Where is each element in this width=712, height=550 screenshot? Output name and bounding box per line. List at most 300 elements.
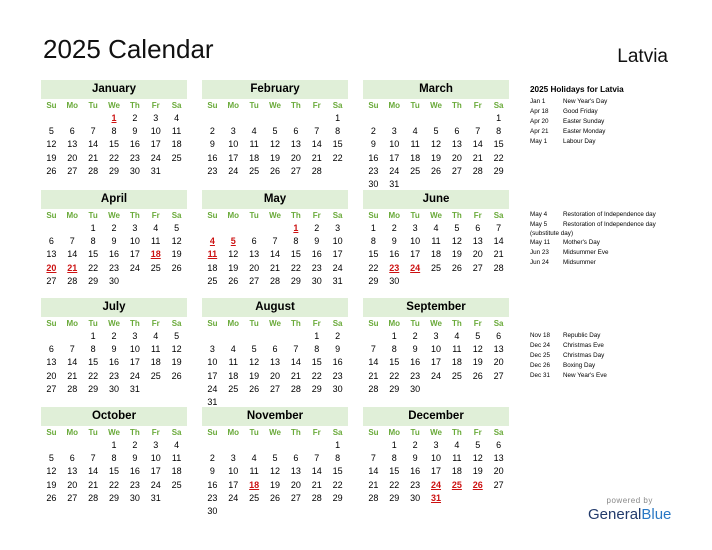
holiday-date: 26 [472, 479, 483, 490]
day-cell: 27 [290, 492, 301, 503]
day-cell: 2 [412, 331, 418, 341]
day-cell: 18 [171, 466, 182, 477]
day-cell: 10 [228, 139, 239, 150]
day-cell: 22 [88, 370, 99, 381]
month-header: April [41, 190, 187, 209]
month-december [363, 407, 509, 505]
holiday-name: Restoration of Independence day [563, 211, 656, 218]
weekday-label: Mo [388, 101, 401, 110]
day-cell: 21 [493, 249, 504, 260]
day-cell: 28 [368, 492, 379, 503]
day-cell: 30 [389, 275, 400, 286]
day-cell: 12 [270, 139, 281, 150]
day-cell [446, 112, 467, 125]
weekday-label: Th [451, 428, 462, 437]
day-cell: 2 [209, 126, 215, 137]
day-cell: 27 [67, 165, 78, 176]
day-cell: 26 [46, 492, 57, 503]
day-cell [41, 112, 62, 125]
weekday-label: Fr [151, 428, 160, 437]
day-cell: 24 [228, 492, 239, 503]
day-cell: 18 [207, 262, 218, 273]
day-cell: 21 [472, 152, 483, 163]
day-cell: 25 [171, 479, 182, 490]
week-row [41, 262, 187, 275]
week-row [202, 370, 348, 383]
weekday-label: We [430, 428, 442, 437]
holiday-name: New Year's Day [563, 98, 608, 105]
day-cell: 12 [431, 139, 442, 150]
day-cell: 10 [410, 236, 421, 247]
holiday-date-label: Dec 26 [530, 362, 550, 369]
day-cell: 2 [209, 453, 215, 464]
day-cell: 6 [475, 223, 481, 233]
day-cell [166, 275, 187, 288]
day-cell [223, 222, 244, 235]
month-march [363, 80, 509, 191]
day-cell: 14 [290, 357, 301, 368]
weekday-label: Fr [473, 211, 482, 220]
week-row [202, 492, 348, 505]
day-cell: 28 [290, 383, 301, 394]
week-row [202, 275, 348, 288]
day-cell: 19 [270, 152, 281, 163]
holiday-entry [530, 258, 656, 268]
day-cell [306, 439, 327, 452]
week-row [363, 165, 509, 178]
day-cell [62, 439, 83, 452]
day-cell: 21 [67, 370, 78, 381]
day-cell: 13 [249, 249, 260, 260]
month-header: May [202, 190, 348, 209]
week-row [41, 465, 187, 478]
holiday-name: New Year's Eve [563, 372, 607, 379]
weekday-label: We [269, 211, 281, 220]
day-cell: 13 [46, 357, 57, 368]
day-cell [223, 505, 244, 518]
day-cell: 31 [150, 492, 161, 503]
day-cell: 15 [332, 466, 343, 477]
day-cell: 6 [293, 126, 299, 137]
day-cell [405, 275, 426, 288]
day-cell: 30 [368, 178, 379, 189]
day-cell: 23 [129, 152, 140, 163]
holiday-name: Boxing Day [563, 362, 596, 369]
day-cell: 23 [311, 262, 322, 273]
day-cell [488, 383, 509, 396]
weekday-label: Sa [493, 428, 504, 437]
day-cell [83, 112, 104, 125]
weekday-label: Mo [388, 319, 401, 328]
day-cell: 6 [293, 453, 299, 464]
day-cell: 12 [171, 344, 182, 355]
day-cell: 25 [451, 370, 462, 381]
day-cell: 30 [109, 383, 120, 394]
day-cell: 17 [150, 139, 161, 150]
day-cell: 6 [69, 126, 75, 137]
weekday-label: Tu [88, 428, 98, 437]
holiday-date: 11 [207, 249, 218, 260]
week-row [41, 275, 187, 288]
holiday-date: 4 [209, 236, 215, 247]
weekday-label: Tu [88, 211, 98, 220]
holiday-date: 18 [249, 479, 260, 490]
week-row [363, 248, 509, 261]
holiday-entry [530, 117, 624, 127]
day-cell: 31 [150, 165, 161, 176]
day-cell: 12 [249, 357, 260, 368]
day-cell: 23 [109, 370, 120, 381]
day-cell: 5 [454, 223, 460, 233]
week-row [41, 492, 187, 505]
day-cell: 29 [493, 165, 504, 176]
weekday-label: Th [129, 319, 140, 328]
day-cell: 9 [111, 344, 117, 355]
day-cell [285, 439, 306, 452]
day-cell: 13 [270, 357, 281, 368]
day-cell: 18 [249, 152, 260, 163]
day-cell: 26 [171, 370, 182, 381]
holiday-date: 24 [431, 479, 442, 490]
day-cell: 10 [150, 126, 161, 137]
day-cell: 17 [389, 152, 400, 163]
day-cell: 6 [69, 453, 75, 464]
weekday-label: Mo [388, 428, 401, 437]
weekday-label: Sa [493, 211, 504, 220]
day-cell: 29 [88, 275, 99, 286]
day-cell: 1 [391, 440, 397, 450]
day-cell: 4 [454, 440, 460, 450]
day-cell [83, 439, 104, 452]
day-cell: 11 [151, 236, 161, 247]
day-cell [405, 112, 426, 125]
month-september [363, 298, 509, 396]
day-cell: 9 [370, 139, 376, 150]
day-cell: 19 [472, 357, 483, 368]
holiday-entry [530, 331, 607, 341]
day-cell: 5 [251, 344, 257, 355]
weekday-label: Th [451, 211, 462, 220]
day-cell [488, 492, 509, 505]
day-cell: 25 [150, 370, 161, 381]
week-row [363, 262, 509, 275]
day-cell: 22 [311, 370, 322, 381]
weekday-label: Th [129, 101, 140, 110]
day-cell: 24 [129, 262, 140, 273]
day-cell: 8 [496, 126, 502, 137]
day-cell: 4 [230, 344, 236, 355]
day-cell: 5 [272, 453, 278, 464]
day-cell: 25 [249, 492, 260, 503]
day-cell: 4 [454, 331, 460, 341]
day-cell: 8 [314, 344, 320, 355]
day-cell: 20 [249, 262, 260, 273]
week-row [363, 439, 509, 452]
weekday-label: Tu [249, 428, 259, 437]
day-cell: 11 [171, 453, 182, 464]
day-cell: 30 [410, 492, 421, 503]
holiday-date-label: Dec 25 [530, 352, 550, 359]
day-cell: 27 [270, 383, 281, 394]
month-november [202, 407, 348, 518]
weekday-label: We [269, 319, 281, 328]
day-cell: 24 [207, 383, 218, 394]
weekday-header-row [41, 210, 187, 222]
day-cell: 25 [249, 165, 260, 176]
day-cell [62, 112, 83, 125]
week-row [41, 248, 187, 261]
day-cell: 3 [230, 126, 236, 137]
day-cell: 29 [109, 165, 120, 176]
day-cell: 15 [88, 357, 99, 368]
day-cell: 27 [249, 275, 260, 286]
day-cell: 17 [332, 249, 343, 260]
month-header: January [41, 80, 187, 99]
weekday-label: Sa [171, 428, 182, 437]
holiday-name: Mother's Day [563, 239, 600, 246]
weekday-label: Fr [473, 101, 482, 110]
day-cell: 2 [132, 440, 138, 450]
weekday-label: We [430, 101, 442, 110]
day-cell: 29 [389, 492, 400, 503]
day-cell: 24 [150, 479, 161, 490]
day-cell: 28 [472, 165, 483, 176]
day-cell: 9 [412, 453, 418, 464]
holiday-entry [530, 127, 624, 137]
holiday-list-q4 [530, 331, 607, 381]
day-cell: 3 [209, 344, 215, 355]
day-cell: 9 [132, 126, 138, 137]
day-cell: 3 [433, 440, 439, 450]
day-cell: 3 [335, 223, 341, 233]
day-cell: 11 [171, 126, 182, 137]
day-cell: 12 [46, 139, 57, 150]
day-cell: 4 [174, 113, 180, 123]
weekday-label: Tu [88, 101, 98, 110]
day-cell [363, 330, 384, 343]
day-cell: 12 [46, 466, 57, 477]
day-cell [446, 275, 467, 288]
week-row [41, 383, 187, 396]
holiday-date-label: Apr 20 [530, 118, 549, 125]
day-cell: 5 [272, 126, 278, 137]
weekday-label: Sa [332, 101, 343, 110]
holiday-entry [530, 220, 656, 230]
day-cell: 28 [270, 275, 281, 286]
weekday-label: Su [368, 211, 379, 220]
weekday-label: Th [290, 101, 301, 110]
weekday-label: Sa [171, 319, 182, 328]
weekday-label: Su [46, 101, 57, 110]
day-cell: 23 [129, 479, 140, 490]
weekday-header-row [363, 318, 509, 330]
day-cell [446, 383, 467, 396]
day-cell [467, 112, 488, 125]
day-cell [166, 165, 187, 178]
day-cell: 10 [228, 466, 239, 477]
day-cell [265, 112, 286, 125]
day-cell: 10 [389, 139, 400, 150]
holiday-entry [530, 210, 656, 220]
day-cell: 14 [472, 139, 483, 150]
week-row [202, 439, 348, 452]
day-cell: 22 [368, 262, 379, 273]
day-cell: 15 [493, 139, 504, 150]
week-row [41, 439, 187, 452]
day-cell: 10 [207, 357, 218, 368]
weekday-label: Mo [66, 211, 79, 220]
weekday-label: Tu [249, 101, 259, 110]
day-cell: 16 [311, 249, 322, 260]
day-cell: 25 [207, 275, 218, 286]
day-cell: 12 [228, 249, 239, 260]
day-cell: 2 [391, 223, 397, 233]
generalblue-logo[interactable] [588, 496, 671, 523]
day-cell: 16 [389, 249, 400, 260]
day-cell [306, 505, 327, 518]
day-cell: 26 [46, 165, 57, 176]
weekday-label: Fr [312, 211, 321, 220]
weekday-label: Mo [227, 319, 240, 328]
day-cell: 24 [389, 165, 400, 176]
month-february [202, 80, 348, 178]
day-cell: 10 [129, 236, 140, 247]
day-cell [426, 275, 447, 288]
weekday-label: Mo [227, 428, 240, 437]
holiday-date: 24 [410, 262, 421, 273]
day-cell [426, 112, 447, 125]
day-cell [124, 275, 145, 288]
weekday-label: Tu [249, 319, 259, 328]
day-cell [327, 505, 348, 518]
week-row [202, 125, 348, 138]
weekday-label: Mo [388, 211, 401, 220]
day-cell: 25 [171, 152, 182, 163]
month-august [202, 298, 348, 409]
day-cell: 15 [109, 139, 120, 150]
day-cell: 27 [46, 383, 57, 394]
weekday-label: Th [451, 319, 462, 328]
month-october [41, 407, 187, 505]
day-cell: 9 [209, 139, 215, 150]
day-cell: 8 [335, 453, 341, 464]
week-row [41, 479, 187, 492]
holiday-date-label: May 11 [530, 239, 551, 246]
week-row [41, 452, 187, 465]
month-header: August [202, 298, 348, 317]
week-row [202, 330, 348, 343]
month-january [41, 80, 187, 178]
day-cell: 16 [368, 152, 379, 163]
holiday-name: Republic Day [563, 332, 601, 339]
day-cell: 7 [272, 236, 278, 247]
day-cell: 8 [90, 236, 96, 247]
day-cell: 12 [270, 466, 281, 477]
holiday-date-label: Dec 31 [530, 372, 550, 379]
day-cell: 22 [389, 370, 400, 381]
day-cell: 8 [293, 236, 299, 247]
day-cell [265, 222, 286, 235]
day-cell [327, 165, 348, 178]
month-july [41, 298, 187, 396]
day-cell: 30 [129, 165, 140, 176]
day-cell: 18 [451, 466, 462, 477]
day-cell: 14 [67, 249, 78, 260]
holiday-name: Easter Monday [563, 128, 606, 135]
day-cell: 4 [251, 453, 257, 464]
day-cell: 26 [228, 275, 239, 286]
month-header: February [202, 80, 348, 99]
day-cell: 24 [431, 370, 442, 381]
day-cell: 2 [132, 113, 138, 123]
day-cell: 22 [493, 152, 504, 163]
holiday-date-label: Apr 18 [530, 108, 549, 115]
day-cell: 5 [48, 453, 54, 464]
day-cell: 6 [454, 126, 460, 137]
day-cell: 20 [472, 249, 483, 260]
holiday-date: 5 [230, 236, 236, 247]
week-row [202, 165, 348, 178]
day-cell: 27 [493, 479, 504, 490]
week-row [363, 330, 509, 343]
country-name: Latvia [617, 46, 668, 67]
weekday-header-row [363, 427, 509, 439]
day-cell: 18 [431, 249, 442, 260]
week-row [202, 235, 348, 248]
holiday-date: 18 [150, 249, 161, 260]
week-row [41, 235, 187, 248]
weekday-label: Mo [227, 101, 240, 110]
weekday-header-row [41, 318, 187, 330]
day-cell: 17 [431, 357, 442, 368]
holiday-name: Midsummer [563, 259, 596, 266]
day-cell: 8 [111, 126, 117, 137]
day-cell [306, 112, 327, 125]
weekday-label: Fr [151, 211, 160, 220]
weekday-label: Mo [227, 211, 240, 220]
day-cell: 21 [88, 479, 99, 490]
day-cell: 29 [88, 383, 99, 394]
day-cell: 11 [228, 357, 238, 368]
month-header: November [202, 407, 348, 426]
day-cell: 15 [368, 249, 379, 260]
day-cell: 17 [228, 152, 239, 163]
day-cell [446, 492, 467, 505]
day-cell: 19 [249, 370, 260, 381]
day-cell: 7 [475, 126, 481, 137]
weekday-header-row [363, 210, 509, 222]
day-cell: 7 [293, 344, 299, 355]
week-row [202, 112, 348, 125]
day-cell [223, 330, 244, 343]
day-cell: 3 [412, 223, 418, 233]
day-cell: 26 [472, 370, 483, 381]
month-june [363, 190, 509, 288]
day-cell: 27 [493, 370, 504, 381]
day-cell: 28 [67, 383, 78, 394]
day-cell: 30 [207, 505, 218, 516]
month-header: March [363, 80, 509, 99]
day-cell: 21 [88, 152, 99, 163]
week-row [41, 125, 187, 138]
day-cell: 14 [88, 139, 99, 150]
holiday-name: Christmas Eve [563, 342, 604, 349]
holiday-date-label: May 4 [530, 211, 548, 218]
day-cell: 21 [368, 479, 379, 490]
day-cell: 16 [207, 479, 218, 490]
day-cell: 22 [88, 262, 99, 273]
day-cell: 13 [46, 249, 57, 260]
